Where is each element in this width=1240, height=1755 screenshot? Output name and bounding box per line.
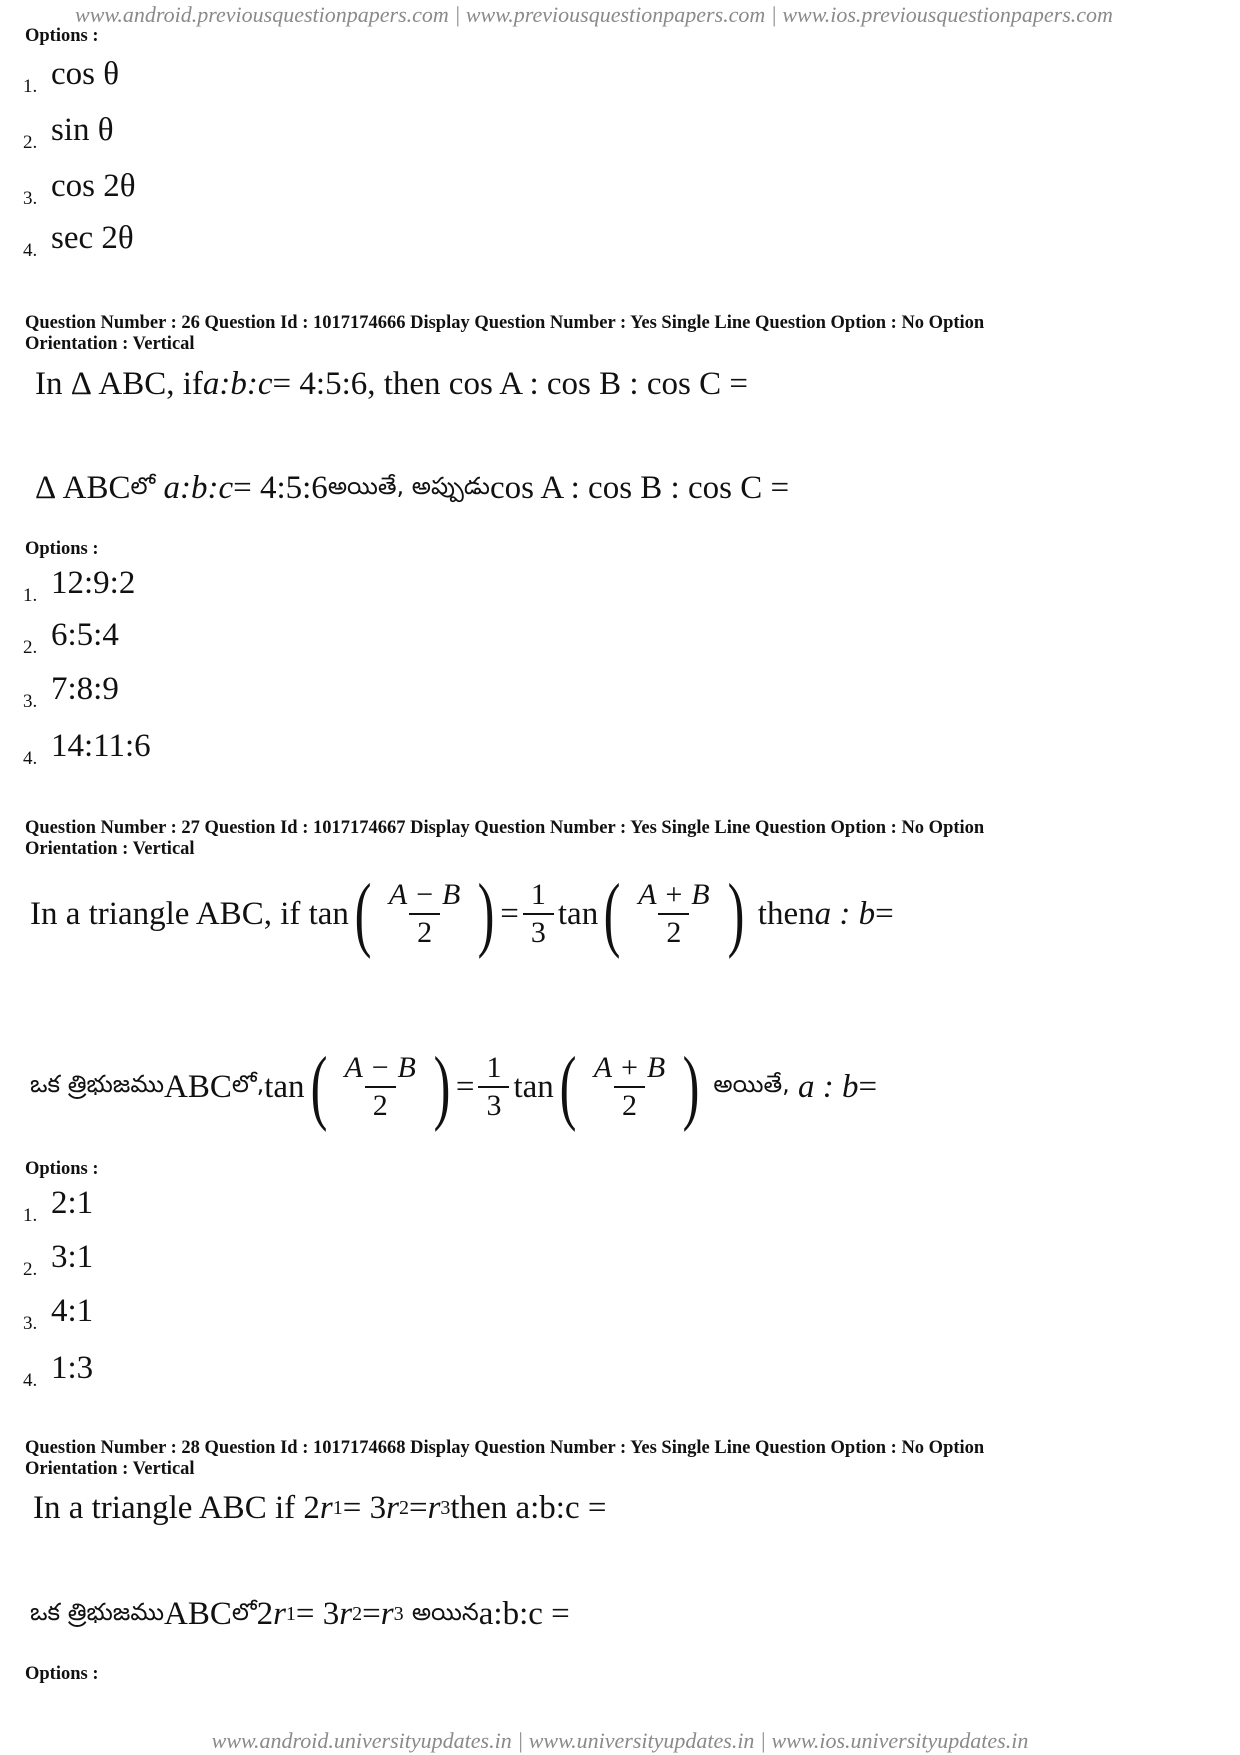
stem-text: = — [858, 1068, 878, 1105]
subscript: 1 — [285, 1603, 296, 1625]
q25-option-3 — [23, 168, 136, 209]
right-paren: ) — [682, 1040, 700, 1133]
stem-text: then — [757, 895, 815, 932]
q25-options-label: Options : — [25, 26, 99, 46]
stem-text: a:b:c = — [478, 1596, 570, 1632]
stem-variables: r — [386, 1490, 399, 1526]
q26-option-1 — [23, 565, 136, 606]
q26-header-line2: Orientation : Vertical — [25, 334, 195, 354]
telugu-text: లో, — [231, 1070, 265, 1098]
option-number: 1. — [23, 585, 38, 606]
stem-text: = 4:5:6, then cos A : cos B : cos C = — [272, 366, 748, 402]
stem-variables: r — [319, 1490, 333, 1526]
option-number: 3. — [23, 1313, 38, 1334]
stem-text: tan — [557, 895, 599, 932]
q26-option-3 — [23, 671, 119, 712]
fraction-a-minus-b — [337, 1050, 424, 1124]
option-number: 1. — [23, 76, 38, 97]
fraction-numerator: A − B — [344, 1051, 416, 1084]
q27-header-line1: Question Number : 27 Question Id : 1017174667 Display Question Number : Yes Single Line Question Option : No Option — [25, 818, 985, 838]
q28-stem-english — [33, 1490, 606, 1527]
stem-text: ABC — [164, 1596, 232, 1632]
q27-header-line2: Orientation : Vertical — [25, 839, 195, 859]
q25-option-4 — [23, 220, 134, 261]
subscript: 3 — [440, 1497, 451, 1519]
telugu-text: అయితే, — [713, 1070, 790, 1098]
q25-option-1 — [23, 56, 120, 97]
right-paren: ) — [477, 867, 495, 960]
fraction-numerator: A + B — [593, 1051, 666, 1084]
fraction-numerator: 1 — [530, 878, 546, 911]
subscript: 2 — [352, 1603, 363, 1625]
fraction-denominator: 2 — [658, 913, 689, 951]
stem-text: = 4:5:6 — [233, 470, 328, 506]
option-text: cos θ — [51, 56, 120, 92]
fraction-numerator: 1 — [486, 1051, 502, 1084]
telugu-text: లో — [231, 1597, 257, 1626]
q26-option-4 — [23, 728, 151, 769]
stem-text: In Δ ABC, if — [35, 366, 203, 402]
option-number: 2. — [23, 132, 38, 153]
q27-option-4 — [23, 1350, 94, 1391]
stem-variables: a:b:c — [202, 366, 273, 402]
option-text: 14:11:6 — [51, 728, 151, 764]
option-number: 3. — [23, 188, 38, 209]
telugu-text: లో — [130, 471, 156, 500]
q26-stem-english — [35, 366, 748, 403]
stem-variables: r — [380, 1596, 394, 1632]
stem-text: In a triangle ABC if 2 — [33, 1490, 320, 1526]
fraction-numerator: A − B — [388, 878, 461, 911]
option-text: 4:1 — [51, 1293, 94, 1329]
stem-text: cos A : cos B : cos C = — [489, 470, 790, 506]
header-watermark: www.android.previousquestionpapers.com | www.previousquestionpapers.com | www.ios.previousquestionpapers.com — [75, 2, 1113, 27]
left-paren: ( — [354, 867, 372, 960]
option-text: 2:1 — [51, 1185, 94, 1221]
fraction-one-third — [478, 1050, 509, 1124]
left-paren: ( — [559, 1040, 577, 1133]
option-number: 4. — [23, 240, 38, 261]
q28-options-label: Options : — [25, 1664, 99, 1684]
option-text: 6:5:4 — [51, 617, 119, 653]
stem-variables: r — [339, 1596, 353, 1632]
option-text: 3:1 — [51, 1239, 94, 1275]
stem-text: Δ ABC — [35, 470, 131, 506]
fraction-denominator: 3 — [478, 1086, 509, 1124]
fraction-denominator: 2 — [365, 1086, 396, 1124]
stem-text: 2 — [256, 1596, 274, 1632]
fraction-denominator: 2 — [409, 913, 440, 951]
telugu-text: అయిన — [411, 1597, 479, 1626]
fraction-a-minus-b — [381, 877, 468, 951]
option-number: 1. — [23, 1205, 38, 1226]
stem-variables: a:b:c — [163, 470, 234, 506]
fraction-one-third — [523, 877, 554, 951]
q26-option-2 — [23, 617, 119, 658]
q27-header — [25, 818, 1155, 860]
stem-text: = 3 — [342, 1490, 387, 1526]
fraction-numerator: A + B — [638, 878, 710, 911]
stem-text: = 3 — [295, 1596, 340, 1632]
q27-options-label: Options : — [25, 1159, 99, 1179]
option-number: 4. — [23, 1370, 38, 1391]
option-number: 2. — [23, 637, 38, 658]
subscript: 2 — [398, 1497, 409, 1519]
option-number: 3. — [23, 691, 38, 712]
stem-variables: a : b — [798, 1068, 859, 1105]
stem-text: = — [362, 1596, 381, 1632]
equals-sign: = — [500, 895, 519, 932]
option-text: 12:9:2 — [51, 565, 136, 601]
stem-variables: r — [427, 1490, 441, 1526]
option-text: sin θ — [51, 112, 114, 148]
stem-text: tan — [513, 1068, 554, 1105]
q28-stem-telugu — [30, 1596, 570, 1633]
stem-text: In a triangle ABC, if tan — [30, 895, 349, 932]
right-paren: ) — [727, 867, 744, 960]
stem-text: tan — [264, 1068, 305, 1105]
option-text: sec 2θ — [51, 220, 134, 256]
q26-header-line1: Question Number : 26 Question Id : 1017174666 Display Question Number : Yes Single Line Question Option : No Option — [25, 313, 985, 333]
q28-header-line2: Orientation : Vertical — [25, 1459, 195, 1479]
option-text: 7:8:9 — [51, 671, 119, 707]
right-paren: ) — [433, 1040, 451, 1133]
subscript: 3 — [393, 1603, 404, 1625]
left-paren: ( — [310, 1040, 327, 1133]
q27-option-2 — [23, 1239, 94, 1280]
telugu-text: అయితే, అప్పుడు — [327, 471, 490, 500]
stem-text: then a:b:c = — [450, 1490, 607, 1526]
fraction-denominator: 2 — [614, 1086, 645, 1124]
option-number: 4. — [23, 748, 38, 769]
subscript: 1 — [332, 1497, 343, 1519]
q27-option-1 — [23, 1185, 94, 1226]
option-text: cos 2θ — [51, 168, 136, 204]
q27-stem-english — [30, 867, 894, 960]
q26-stem-telugu — [35, 470, 789, 507]
q26-options-label: Options : — [25, 539, 99, 559]
q28-header — [25, 1438, 1155, 1480]
footer-watermark: www.android.universityupdates.in | www.universityupdates.in | www.ios.universityupdates.in — [211, 1728, 1029, 1753]
stem-text: ABC — [164, 1068, 232, 1105]
q27-option-3 — [23, 1293, 94, 1334]
q28-header-line1: Question Number : 28 Question Id : 1017174668 Display Question Number : Yes Single Line Question Option : No Option — [25, 1438, 985, 1458]
telugu-text: ఒక త్రిభుజము — [30, 1070, 165, 1098]
option-number: 2. — [23, 1259, 38, 1280]
telugu-text: ఒక త్రిభుజము — [30, 1597, 165, 1626]
fraction-a-plus-b — [630, 877, 717, 951]
fraction-denominator: 3 — [523, 913, 554, 951]
q27-stem-telugu — [30, 1040, 878, 1133]
stem-text: = — [875, 895, 894, 932]
q25-option-2 — [23, 112, 114, 153]
option-text: 1:3 — [51, 1350, 94, 1386]
equals-sign: = — [455, 1068, 475, 1105]
stem-variables: a : b — [814, 895, 876, 932]
q26-header — [25, 313, 1155, 355]
stem-variables: r — [273, 1596, 286, 1632]
left-paren: ( — [603, 867, 621, 960]
stem-text: = — [408, 1490, 428, 1526]
fraction-a-plus-b — [586, 1050, 673, 1124]
